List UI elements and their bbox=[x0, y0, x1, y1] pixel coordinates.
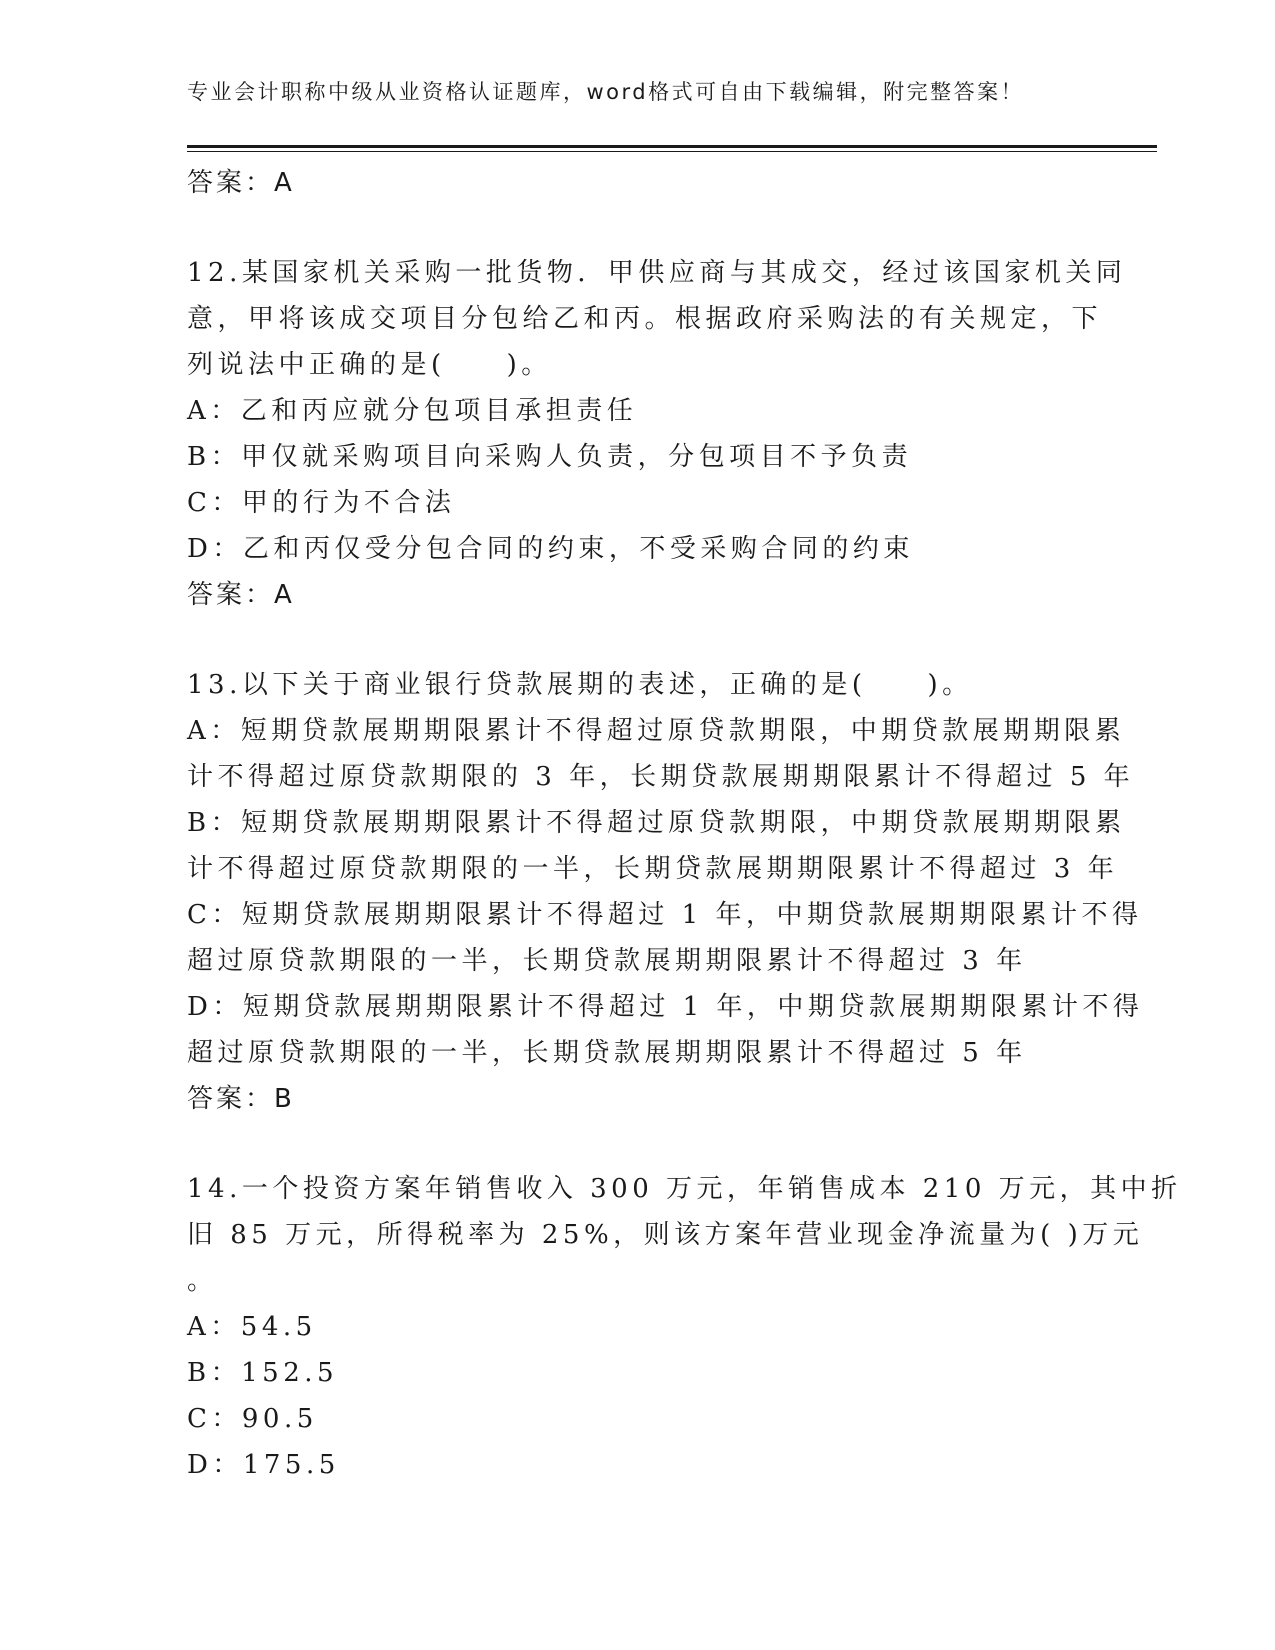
document-body bbox=[187, 160, 1182, 1488]
option-c: C：短期贷款展期期限累计不得超过 1 年，中期贷款展期期限累计不得 bbox=[187, 900, 1143, 930]
option-d-continued: 超过原贷款期限的一半，长期贷款展期期限累计不得超过 5 年 bbox=[187, 1038, 1027, 1068]
option-c: C：甲的行为不合法 bbox=[187, 488, 456, 518]
question-text-line: 。 bbox=[187, 1266, 218, 1296]
question-12 bbox=[187, 250, 1127, 618]
question-text-line: 12.某国家机关采购一批货物．甲供应商与其成交，经过该国家机关同 bbox=[187, 258, 1127, 288]
option-b-continued: 计不得超过原贷款期限的一半，长期贷款展期期限累计不得超过 3 年 bbox=[187, 854, 1119, 884]
question-answer: 答案：A bbox=[187, 580, 295, 610]
option-d: D：175.5 bbox=[187, 1450, 340, 1480]
option-b: B：152.5 bbox=[187, 1358, 339, 1388]
header-rule-thin bbox=[187, 151, 1157, 152]
option-a: A：乙和丙应就分包项目承担责任 bbox=[187, 396, 638, 426]
option-b: B：短期贷款展期期限累计不得超过原贷款期限，中期贷款展期期限累 bbox=[187, 808, 1126, 838]
previous-answer: 答案：A bbox=[187, 168, 295, 198]
option-a-continued: 计不得超过原贷款期限的 3 年，长期贷款展期期限累计不得超过 5 年 bbox=[187, 762, 1135, 792]
question-14 bbox=[187, 1166, 1182, 1488]
option-a: A：54.5 bbox=[187, 1312, 317, 1342]
option-c: C：90.5 bbox=[187, 1404, 318, 1434]
option-a: A：短期贷款展期期限累计不得超过原贷款期限，中期贷款展期期限累 bbox=[187, 716, 1126, 746]
option-d: D：乙和丙仅受分包合同的约束，不受采购合同的约束 bbox=[187, 534, 914, 564]
header-rule bbox=[187, 145, 1157, 148]
question-answer: 答案：B bbox=[187, 1084, 295, 1114]
option-c-continued: 超过原贷款期限的一半，长期贷款展期期限累计不得超过 3 年 bbox=[187, 946, 1027, 976]
question-text-line: 意，甲将该成交项目分包给乙和丙。根据政府采购法的有关规定，下 bbox=[187, 304, 1103, 334]
question-text-line: 旧 85 万元，所得税率为 25%，则该方案年营业现金净流量为( )万元 bbox=[187, 1220, 1144, 1250]
option-b: B：甲仅就采购项目向采购人负责，分包项目不予负责 bbox=[187, 442, 913, 472]
question-text-line: 列说法中正确的是( )。 bbox=[187, 350, 552, 380]
question-text-line: 14.一个投资方案年销售收入 300 万元，年销售成本 210 万元，其中折 bbox=[187, 1174, 1182, 1204]
question-13 bbox=[187, 662, 1144, 1122]
option-d: D：短期贷款展期期限累计不得超过 1 年，中期贷款展期期限累计不得 bbox=[187, 992, 1144, 1022]
page-header: 专业会计职称中级从业资格认证题库，word格式可自由下载编辑，附完整答案！ bbox=[187, 80, 1025, 104]
question-text-line: 13.以下关于商业银行贷款展期的表述，正确的是( )。 bbox=[187, 670, 973, 700]
